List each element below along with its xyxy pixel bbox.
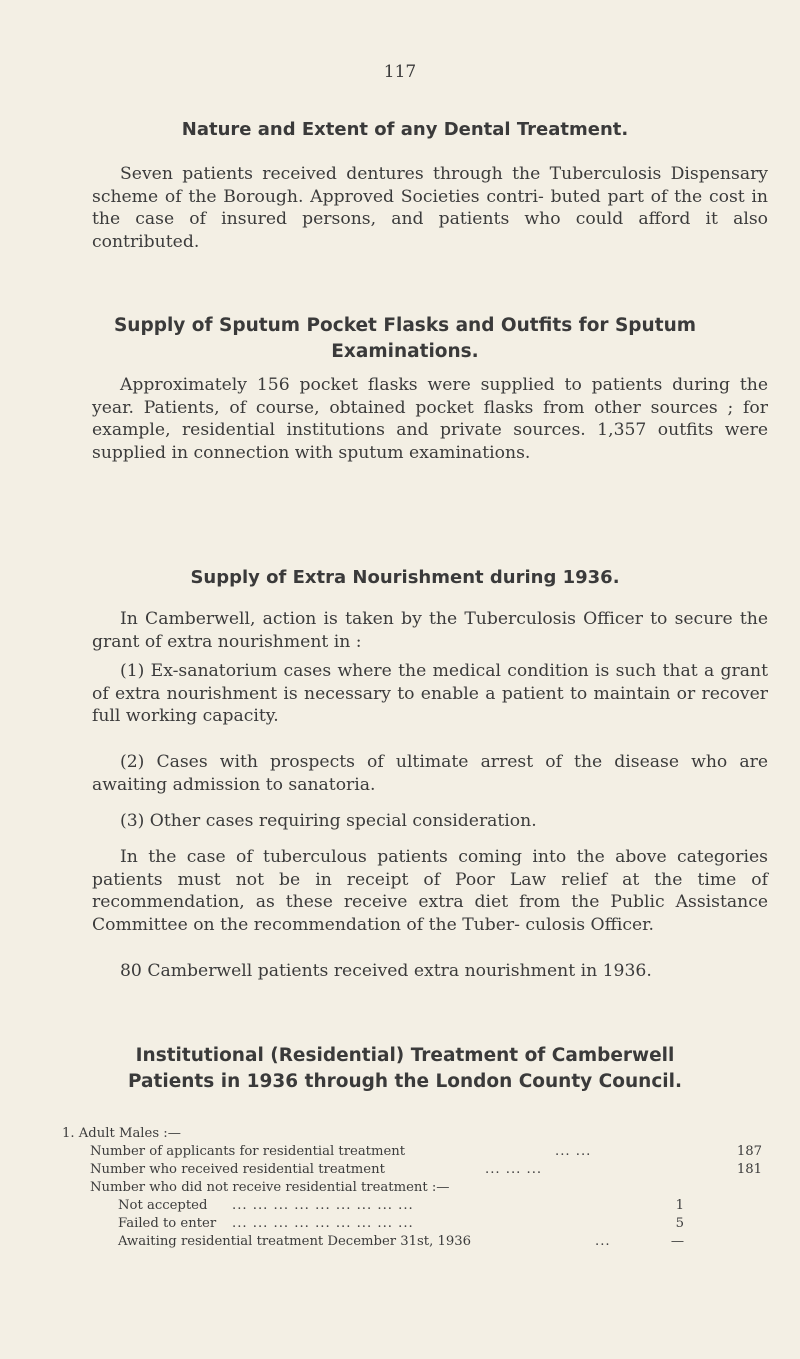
table-subrow-label: Awaiting residential treatment December 31st, 1936 xyxy=(118,1234,472,1249)
nourishment-heading: Supply of Extra Nourishment during 1936. xyxy=(190,567,620,588)
sputum-heading-line1: Supply of Sputum Pocket Flasks and Outfits for Sputum xyxy=(113,315,697,336)
table-row-label: Number who received residential treatment xyxy=(90,1162,385,1177)
nourishment-count-paragraph: 80 Camberwell patients received extra nourishment in 1936. xyxy=(120,961,652,981)
poor-law-paragraph: In the case of tuberculous patients coming into the above categories patients must not be in receipt of Poor Law relief at the time of recommendation, as these receive extra diet from the Public Assistance Committee on the recommendation of the Tuber- culosis Officer. xyxy=(92,847,768,935)
table-row-dots: ... ... ... xyxy=(485,1162,543,1177)
table-row-label: Number who did not receive residential treatment :— xyxy=(90,1180,450,1195)
nourishment-intro: In Camberwell, action is taken by the Tuberculosis Officer to secure the grant of extra nourishment in : xyxy=(92,609,768,652)
table-subrow-value: 5 xyxy=(675,1216,684,1231)
table-subrow-dots: ... ... ... ... ... ... ... ... ... xyxy=(232,1216,414,1231)
table-subrow-label: Not accepted xyxy=(118,1198,208,1213)
institutional-heading-line2: Patients in 1936 through the London County Council. xyxy=(127,1071,682,1092)
table-subrow-dots: ... xyxy=(595,1234,611,1249)
table-row-dots: ... ... xyxy=(555,1144,592,1159)
page-number: 117 xyxy=(383,62,417,82)
table-subrow-dots: ... ... ... ... ... ... ... ... ... xyxy=(232,1198,414,1213)
table-subrow-value: — xyxy=(670,1234,684,1249)
table-subrow-label: Failed to enter xyxy=(118,1216,217,1231)
group-label: 1. Adult Males :— xyxy=(62,1126,181,1141)
nourishment-item-1: (1) Ex-sanatorium cases where the medical condition is such that a grant of extra nourishment is necessary to enable a patient to maintain or recover full working capacity. xyxy=(92,661,768,726)
dental-heading: Nature and Extent of any Dental Treatment. xyxy=(181,119,629,140)
nourishment-item-2: (2) Cases with prospects of ultimate arrest of the disease who are awaiting admission to sanatoria. xyxy=(92,752,768,795)
table-row-label: Number of applicants for residential treatment xyxy=(90,1144,406,1159)
sputum-paragraph: Approximately 156 pocket flasks were supplied to patients during the year. Patients, of course, obtained pocket flasks from other sources ; for example, residential institutions and private sources. 1,357 outfits were supplied in connection with sputum examinations. xyxy=(92,375,768,463)
table-row-value: 187 xyxy=(736,1144,762,1159)
table-row-value: 181 xyxy=(736,1162,762,1177)
table-subrow-value: 1 xyxy=(675,1198,684,1213)
dental-paragraph: Seven patients received dentures through the Tuberculosis Dispensary scheme of the Borough. Approved Societies contri- buted part of the cost in the case of insured persons, and patients who could afford it also contributed. xyxy=(92,164,768,252)
institutional-heading-line1: Institutional (Residential) Treatment of Camberwell xyxy=(135,1045,675,1066)
nourishment-item-3: (3) Other cases requiring special consideration. xyxy=(120,811,537,831)
sputum-heading-line2: Examinations. xyxy=(331,341,479,362)
